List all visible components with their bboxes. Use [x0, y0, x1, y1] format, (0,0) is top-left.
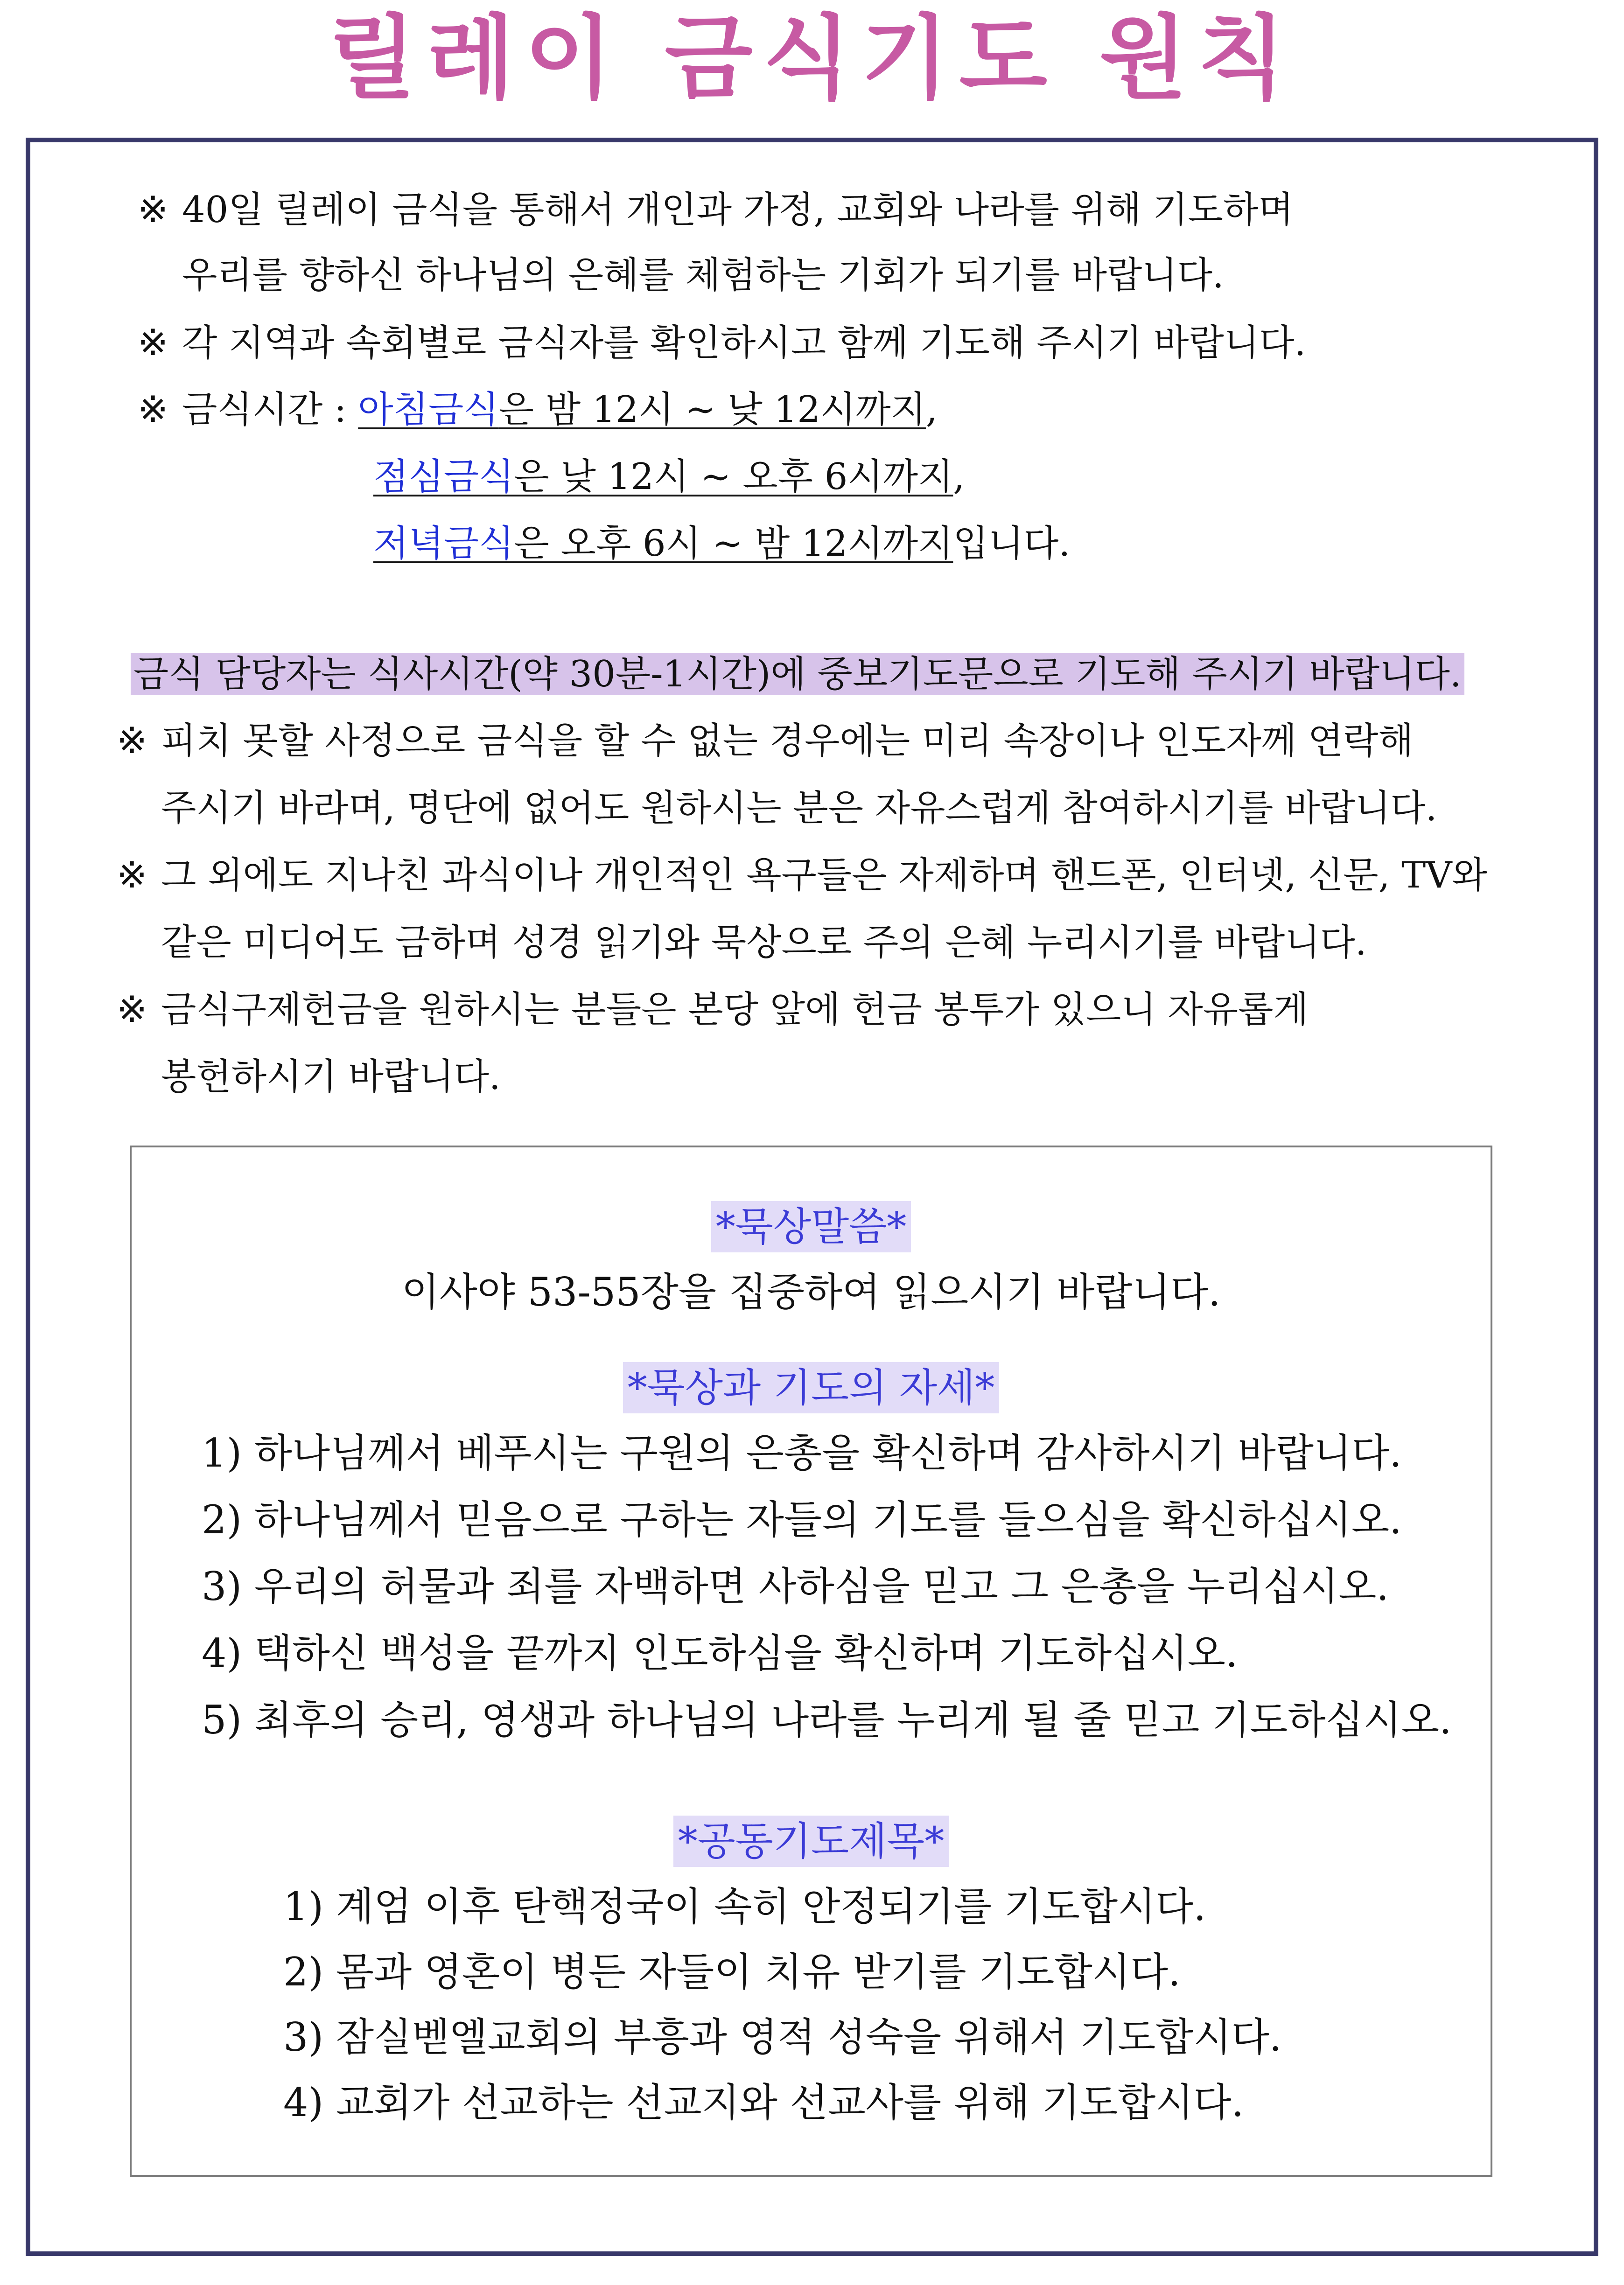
- posture-item: 4) 택하신 백성을 끝까지 인도하심을 확신하며 기도하십시오.: [202, 1630, 1238, 1676]
- reference-mark: ※: [138, 389, 168, 431]
- reference-mark: ※: [117, 854, 147, 896]
- note-text: 그 외에도 지나친 과식이나 개인적인 욕구들은 자제하며 핸드폰, 인터넷, 신문, TV와: [161, 854, 1487, 896]
- intro-line: [182, 252, 1224, 299]
- meditation-text: 이사야 53-55장을 집중하여 읽으시기 바랍니다.: [401, 1269, 1221, 1315]
- note-line: [161, 785, 1437, 832]
- lunch-fast-keyword: 점심금식: [373, 456, 514, 498]
- meditation-heading: *묵상말씀*: [711, 1201, 911, 1252]
- common-prayer-heading: *공동기도제목*: [673, 1816, 949, 1867]
- common-prayer-item: 3) 잠실벧엘교회의 부흥과 영적 성숙을 위해서 기도합시다.: [283, 2014, 1282, 2060]
- intro-line: [138, 187, 1294, 233]
- note-line: [161, 1054, 501, 1100]
- common-prayer-item: 2) 몸과 영혼이 병든 자들이 치유 받기를 기도합시다.: [283, 1949, 1181, 1995]
- note-line: [117, 718, 1414, 764]
- posture-item: 2) 하나님께서 믿음으로 구하는 자들의 기도를 들으심을 확신하십시오.: [202, 1497, 1402, 1543]
- note-line: [161, 919, 1367, 966]
- intro-text: 우리를 향하신 하나님의 은혜를 체험하는 기회가 되기를 바랍니다.: [182, 254, 1224, 296]
- intro-text: 40일 릴레이 금식을 통해서 개인과 가정, 교회와 나라를 위해 기도하며: [182, 189, 1294, 231]
- highlight-text: 금식 담당자는 식사시간(약 30분-1시간)에 중보기도문으로 기도해 주시기 바랍니다.: [131, 653, 1464, 695]
- note-text: 봉헌하시기 바랍니다.: [161, 1056, 501, 1098]
- posture-item: 1) 하나님께서 베푸시는 구원의 은총을 확신하며 감사하시기 바랍니다.: [202, 1430, 1402, 1476]
- common-prayer-item: 4) 교회가 선교하는 선교지와 선교사를 위해 기도합시다.: [283, 2080, 1244, 2125]
- common-prayer-item: 1) 계엄 이후 탄핵정국이 속히 안정되기를 기도합시다.: [283, 1884, 1206, 1929]
- reference-mark: ※: [117, 720, 147, 762]
- intro-text: 각 지역과 속회별로 금식자를 확인하시고 함께 기도해 주시기 바랍니다.: [182, 322, 1306, 364]
- reference-mark: ※: [138, 322, 168, 364]
- posture-heading: *묵상과 기도의 자세*: [623, 1362, 1000, 1413]
- fasting-time-label: 금식시간 :: [182, 389, 358, 431]
- morning-fast-period: 아침금식은 밤 12시 ~ 낮 12시까지: [358, 389, 926, 431]
- dinner-fast-period: 저녁금식은 오후 6시 ~ 밤 12시까지: [373, 523, 953, 565]
- note-text: 금식구제헌금을 원하시는 분들은 본당 앞에 헌금 봉투가 있으니 자유롭게: [161, 989, 1309, 1031]
- note-line: [117, 986, 1309, 1033]
- note-text: 같은 미디어도 금하며 성경 읽기와 묵상으로 주의 은혜 누리시기를 바랍니다.: [161, 922, 1367, 964]
- note-line: [117, 852, 1487, 899]
- fasting-time-line: 점심금식은 낮 12시 ~ 오후 6시까지,: [373, 456, 965, 498]
- fasting-time-line: 저녁금식은 오후 6시 ~ 밤 12시까지입니다.: [373, 523, 1071, 565]
- page-title: 릴레이 금식기도 원칙: [328, 5, 1296, 111]
- reference-mark: ※: [138, 189, 168, 231]
- posture-item: 5) 최후의 승리, 영생과 하나님의 나라를 누리게 될 줄 믿고 기도하십시오.: [202, 1697, 1452, 1743]
- meditation-prayer-box: [130, 1146, 1492, 2177]
- reference-mark: ※: [117, 989, 147, 1031]
- note-text: 피치 못할 사정으로 금식을 할 수 없는 경우에는 미리 속장이나 인도자께 연락해: [161, 720, 1414, 762]
- lunch-fast-period: 점심금식은 낮 12시 ~ 오후 6시까지: [373, 456, 953, 498]
- fasting-time-line: ※ 금식시간 : 아침금식은 밤 12시 ~ 낮 12시까지,: [138, 386, 938, 433]
- highlight-instruction: [131, 651, 1464, 698]
- morning-fast-keyword: 아침금식: [358, 389, 499, 431]
- posture-item: 3) 우리의 허물과 죄를 자백하면 사하심을 믿고 그 은총을 누리십시오.: [202, 1564, 1389, 1609]
- intro-line: [138, 320, 1306, 366]
- dinner-fast-keyword: 저녁금식: [373, 523, 514, 565]
- note-text: 주시기 바라며, 명단에 없어도 원하시는 분은 자유스럽게 참여하시기를 바랍니다.: [161, 787, 1437, 829]
